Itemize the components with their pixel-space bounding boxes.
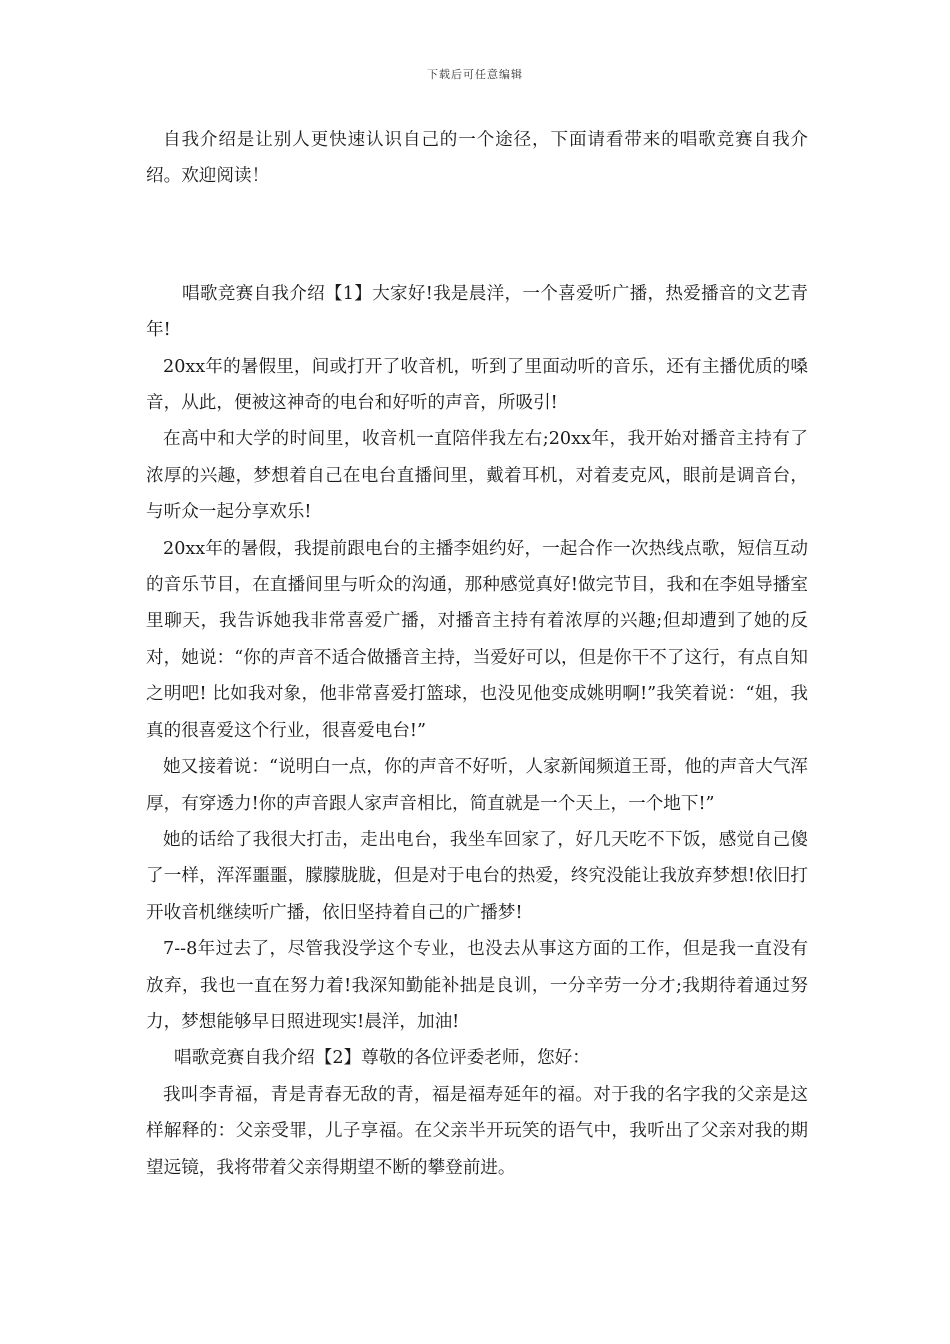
section-spacer bbox=[146, 195, 808, 276]
page-header: 下载后可任意编辑 bbox=[427, 68, 523, 81]
intro-paragraph: 自我介绍是让别人更快速认识自己的一个途径，下面请看带来的唱歌竞赛自我介绍。欢迎阅读！ bbox=[146, 130, 808, 187]
section-2-heading-paragraph: 唱歌竞赛自我介绍【2】尊敬的各位评委老师，您好： bbox=[174, 1048, 590, 1069]
body-paragraph: 在高中和大学的时间里，收音机一直陪伴我左右;20xx年，我开始对播音主持有了浓厚的兴趣，梦想着自己在电台直播间里，戴着耳机，对着麦克风，眼前是调音台，与听众一起分享欢乐! bbox=[146, 429, 808, 523]
body-paragraph: 20xx年的暑假里，间或打开了收音机，听到了里面动听的音乐，还有主播优质的嗓音，从此，便被这神奇的电台和好听的声音，所吸引! bbox=[146, 356, 808, 414]
body-paragraph: 20xx年的暑假，我提前跟电台的主播李姐约好，一起合作一次热线点歌，短信互动的音乐节目，在直播间里与听众的沟通，那种感觉真好!做完节目，我和在李姐导播室里聊天，我告诉她我非常喜爱广播，对播音主持有着浓厚的兴趣;但却遭到了她的反对，她说：“你的声音不适合做播音主持，当爱好可以，但是你干不了这行，有点自知之明吧! 比如我对象，他非常喜爱打篮球，也没见他变成姚明啊!”我笑着说：“姐，我真的很喜爱这个行业，很喜爱电台!” bbox=[146, 538, 808, 741]
document-body bbox=[146, 122, 808, 1186]
body-paragraph: 她又接着说：“说明白一点，你的声音不好听，人家新闻频道王哥，他的声音大气浑厚，有穿透力!你的声音跟人家声音相比，简直就是一个天上，一个地下!” bbox=[146, 757, 808, 814]
body-paragraph: 她的话给了我很大打击，走出电台，我坐车回家了，好几天吃不下饭，感觉自己傻了一样，浑浑噩噩，朦朦胧胧，但是对于电台的热爱，终究没能让我放弃梦想!依旧打开收音机继续听广播，依旧坚持着自己的广播梦! bbox=[146, 829, 808, 923]
body-paragraph: 我叫李青福，青是青春无敌的青，福是福寿延年的福。对于我的名字我的父亲是这样解释的：父亲受罪，儿子享福。在父亲半开玩笑的语气中，我听出了父亲对我的期望远镜，我将带着父亲得期望不断的攀登前进。 bbox=[146, 1084, 808, 1178]
body-paragraph: 7--8年过去了，尽管我没学这个专业，也没去从事这方面的工作，但是我一直没有放弃，我也一直在努力着!我深知勤能补拙是良训，一分辛劳一分才;我期待着通过努力，梦想能够早日照进现实!晨洋，加油! bbox=[146, 939, 808, 1032]
section-1-heading-paragraph: 唱歌竞赛自我介绍【1】大家好!我是晨洋，一个喜爱听广播，热爱播音的文艺青年! bbox=[146, 283, 808, 341]
